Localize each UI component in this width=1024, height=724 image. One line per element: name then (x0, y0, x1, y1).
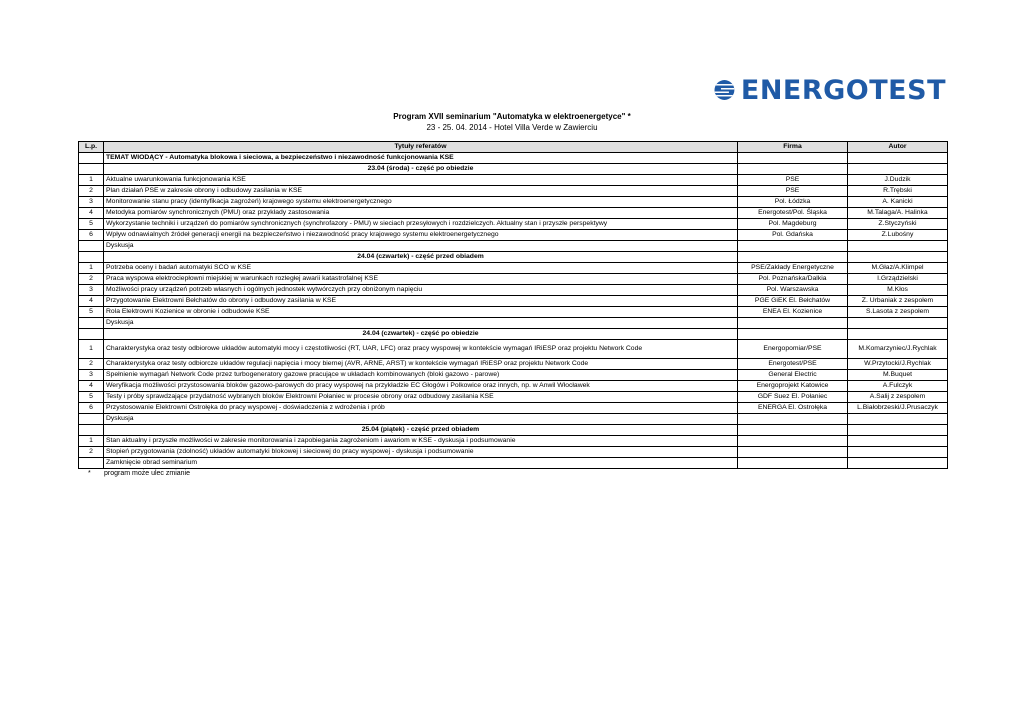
talk-title: Dyskusja (104, 241, 738, 252)
section-empty-cell (738, 425, 848, 436)
topic-row (79, 153, 948, 164)
talk-title: Wykorzystanie techniki i urządzeń do pomiarów synchronicznych (synchrofazory - PMU) w sieciach przesyłowych i rozdzielczych. Aktualny stan i przyszłe perspektywy (104, 219, 738, 230)
company (738, 414, 848, 425)
author (848, 318, 948, 329)
table-row (79, 318, 948, 329)
author: M.Głaz/A.Klimpel (848, 263, 948, 274)
table-row (79, 285, 948, 296)
company (738, 436, 848, 447)
section-heading-row (79, 425, 948, 436)
row-number: 1 (79, 263, 104, 274)
author: R.Trębski (848, 186, 948, 197)
company: PSE/Zakłady Energetyczne (738, 263, 848, 274)
table-row (79, 175, 948, 186)
table-row (79, 381, 948, 392)
section-heading: 24.04 (czwartek) - część przed obiadem (104, 252, 738, 263)
author: W.Przytocki/J.Rychlak (848, 359, 948, 370)
author (848, 458, 948, 469)
row-number: 4 (79, 381, 104, 392)
talk-title: Charakterystyka oraz testy odbiorcze układów regulacji napięcia i mocy biernej (AVR, ARNE, ARST) w kontekście wymagań IRiESP oraz projektu Network Code (104, 359, 738, 370)
company: ENEA El. Kozienice (738, 307, 848, 318)
table-row (79, 219, 948, 230)
table-row (79, 296, 948, 307)
table-row (79, 436, 948, 447)
row-number: 1 (79, 175, 104, 186)
row-number: 1 (79, 436, 104, 447)
table-row (79, 208, 948, 219)
company: Energotest/Pol. Śląska (738, 208, 848, 219)
company (738, 241, 848, 252)
talk-title: Rola Elektrowni Kozienice w obronie i odbudowie KSE (104, 307, 738, 318)
talk-title: Stopień przygotowania (zdolność) układów automatyki blokowej i sieciowej do pracy wyspowej - dyskusja i podsumowanie (104, 447, 738, 458)
column-header-lp: L.p. (79, 142, 104, 153)
row-number: 2 (79, 447, 104, 458)
table-row (79, 241, 948, 252)
company: ENERGA El. Ostrołęka (738, 403, 848, 414)
author: M.Talaga/A. Halinka (848, 208, 948, 219)
section-empty-cell (79, 164, 104, 175)
section-empty-cell (738, 252, 848, 263)
section-empty-cell (848, 425, 948, 436)
author (848, 436, 948, 447)
column-header-title: Tytuły referatów (104, 142, 738, 153)
table-row (79, 403, 948, 414)
table-row (79, 447, 948, 458)
row-number: 3 (79, 370, 104, 381)
talk-title: Praca wyspowa elektrociepłowni miejskiej w warunkach rozległej awarii katastrofalnej KSE (104, 274, 738, 285)
logo-wordmark: ENERGOTEST (740, 74, 946, 106)
author: M.Kłos (848, 285, 948, 296)
talk-title: Charakterystyka oraz testy odbiorowe układów automatyki mocy i częstotliwości (RT, UAR, LFC) oraz pracy wyspowej w kontekście wymagań IRiESP oraz projektu Network Code (104, 340, 738, 359)
row-number: 2 (79, 359, 104, 370)
table-row (79, 414, 948, 425)
company: PSE (738, 186, 848, 197)
row-number: 5 (79, 392, 104, 403)
table-row (79, 307, 948, 318)
company: Pol. Gdańska (738, 230, 848, 241)
table-row (79, 340, 948, 359)
author: A.Fulczyk (848, 381, 948, 392)
row-number: 4 (79, 296, 104, 307)
section-heading-row (79, 329, 948, 340)
table-header-row (79, 142, 948, 153)
globe-logo-icon (714, 69, 735, 111)
section-heading-row (79, 164, 948, 175)
company (738, 458, 848, 469)
program-title: Program XVII seminarium "Automatyka w elektroenergetyce" * (393, 112, 631, 121)
author: L.Białobrzeski/J.Prusaczyk (848, 403, 948, 414)
row-number (79, 414, 104, 425)
author (848, 241, 948, 252)
row-number (79, 241, 104, 252)
row-number: 2 (79, 274, 104, 285)
company: Pol. Poznańska/Dalkia (738, 274, 848, 285)
table-body (79, 153, 948, 469)
talk-title: Testy i próby sprawdzające przydatność wybranych bloków Elektrowni Połaniec w procesie obrony oraz odbudowy zasilania KSE (104, 392, 738, 403)
section-empty-cell (79, 252, 104, 263)
row-number: 5 (79, 307, 104, 318)
company: Energoprojekt Katowice (738, 381, 848, 392)
row-number: 1 (79, 340, 104, 359)
company: General Electric (738, 370, 848, 381)
talk-title: Stan aktualny i przyszłe możliwości w zakresie monitorowania i zapobiegania zagrożeniom i awariom w KSE - dyskusja i podsumowanie (104, 436, 738, 447)
topic-title: TEMAT WIODĄCY - Automatyka blokowa i sieciowa, a bezpieczeństwo i niezawodność funkcjonowania KSE (104, 153, 738, 164)
row-number: 3 (79, 285, 104, 296)
section-empty-cell (848, 164, 948, 175)
author (848, 447, 948, 458)
column-header-firm: Firma (738, 142, 848, 153)
company: PGE GiEK El. Bełchatów (738, 296, 848, 307)
row-number: 3 (79, 197, 104, 208)
footnote (88, 470, 190, 477)
talk-title: Przygotowanie Elektrowni Bełchatów do obrony i odbudowy zasilania w KSE (104, 296, 738, 307)
company (738, 318, 848, 329)
column-header-author: Autor (848, 142, 948, 153)
section-heading: 25.04 (piątek) - część przed obiadem (104, 425, 738, 436)
row-number: 5 (79, 219, 104, 230)
row-number (79, 458, 104, 469)
author: Z.Lubośny (848, 230, 948, 241)
talk-title: Zamknięcie obrad seminarium (104, 458, 738, 469)
row-number: 2 (79, 186, 104, 197)
footnote-text: program może ulec zmianie (104, 470, 190, 477)
energotest-logo (714, 68, 946, 112)
author: A. Kanicki (848, 197, 948, 208)
program-subtitle: 23 - 25. 04. 2014 - Hotel Villa Verde w Zawierciu (426, 123, 598, 132)
section-empty-cell (848, 252, 948, 263)
table-row (79, 186, 948, 197)
row-number: 4 (79, 208, 104, 219)
table-row (79, 359, 948, 370)
company: Pol. Łódzka (738, 197, 848, 208)
talk-title: Plan działań PSE w zakresie obrony i odbudowy zasilania w KSE (104, 186, 738, 197)
section-empty-cell (848, 329, 948, 340)
company: Energopomiar/PSE (738, 340, 848, 359)
talk-title: Dyskusja (104, 414, 738, 425)
talk-title: Wpływ odnawialnych źródeł generacji energii na bezpieczeństwo i niezawodność pracy krajowego systemu elektroenergetycznego (104, 230, 738, 241)
section-empty-cell (738, 329, 848, 340)
section-heading: 23.04 (środa) - część po obiedzie (104, 164, 738, 175)
talk-title: Aktualne uwarunkowania funkcjonowania KSE (104, 175, 738, 186)
company: PSE (738, 175, 848, 186)
table-row (79, 263, 948, 274)
section-heading-row (79, 252, 948, 263)
company: Pol. Warszawska (738, 285, 848, 296)
company (738, 447, 848, 458)
table-row (79, 392, 948, 403)
author: J.Dudzik (848, 175, 948, 186)
program-table (78, 141, 948, 469)
author: A.Salij z zespołem (848, 392, 948, 403)
author: S.Lasota z zespołem (848, 307, 948, 318)
author: M.Komarzyniec/J.Rychlak (848, 340, 948, 359)
author: Z.Styczyński (848, 219, 948, 230)
talk-title: Potrzeba oceny i badań automatyki SCO w KSE (104, 263, 738, 274)
footnote-marker: * (88, 470, 91, 477)
section-heading: 24.04 (czwartek) - część po obiedzie (104, 329, 738, 340)
author: M.Buquet (848, 370, 948, 381)
section-empty-cell (79, 329, 104, 340)
talk-title: Spełnienie wymagań Network Code przez turbogeneratory gazowe pracujące w układach kombinowanych (bloki gazowo - parowe) (104, 370, 738, 381)
table-row (79, 197, 948, 208)
table-row (79, 458, 948, 469)
section-empty-cell (738, 164, 848, 175)
row-number: 6 (79, 403, 104, 414)
author: I.Grządzielski (848, 274, 948, 285)
table-row (79, 370, 948, 381)
talk-title: Możliwości pracy urządzeń potrzeb własnych i ogólnych jednostek wytwórczych przy obniżonym napięciu (104, 285, 738, 296)
talk-title: Dyskusja (104, 318, 738, 329)
section-empty-cell (79, 425, 104, 436)
company: Pol. Magdeburg (738, 219, 848, 230)
talk-title: Monitorowanie stanu pracy (identyfikacja zagrożeń) krajowego systemu elektroenergetycznego (104, 197, 738, 208)
talk-title: Metodyka pomiarów synchronicznych (PMU) oraz przykłady zastosowania (104, 208, 738, 219)
table-row (79, 230, 948, 241)
table-row (79, 274, 948, 285)
company: Energotest/PSE (738, 359, 848, 370)
row-number (79, 318, 104, 329)
author (848, 414, 948, 425)
talk-title: Weryfikacja możliwości przystosowania bloków gazowo-parowych do pracy wyspowej na przykładzie EC Głogów i Polkowice oraz innych, np. w Anwil Włocławek (104, 381, 738, 392)
author: Z. Urbaniak z zespołem (848, 296, 948, 307)
company: GDF Suez El. Połaniec (738, 392, 848, 403)
talk-title: Przystosowanie Elektrowni Ostrołęka do pracy wyspowej - doświadczenia z wdrożenia i prób (104, 403, 738, 414)
row-number: 6 (79, 230, 104, 241)
